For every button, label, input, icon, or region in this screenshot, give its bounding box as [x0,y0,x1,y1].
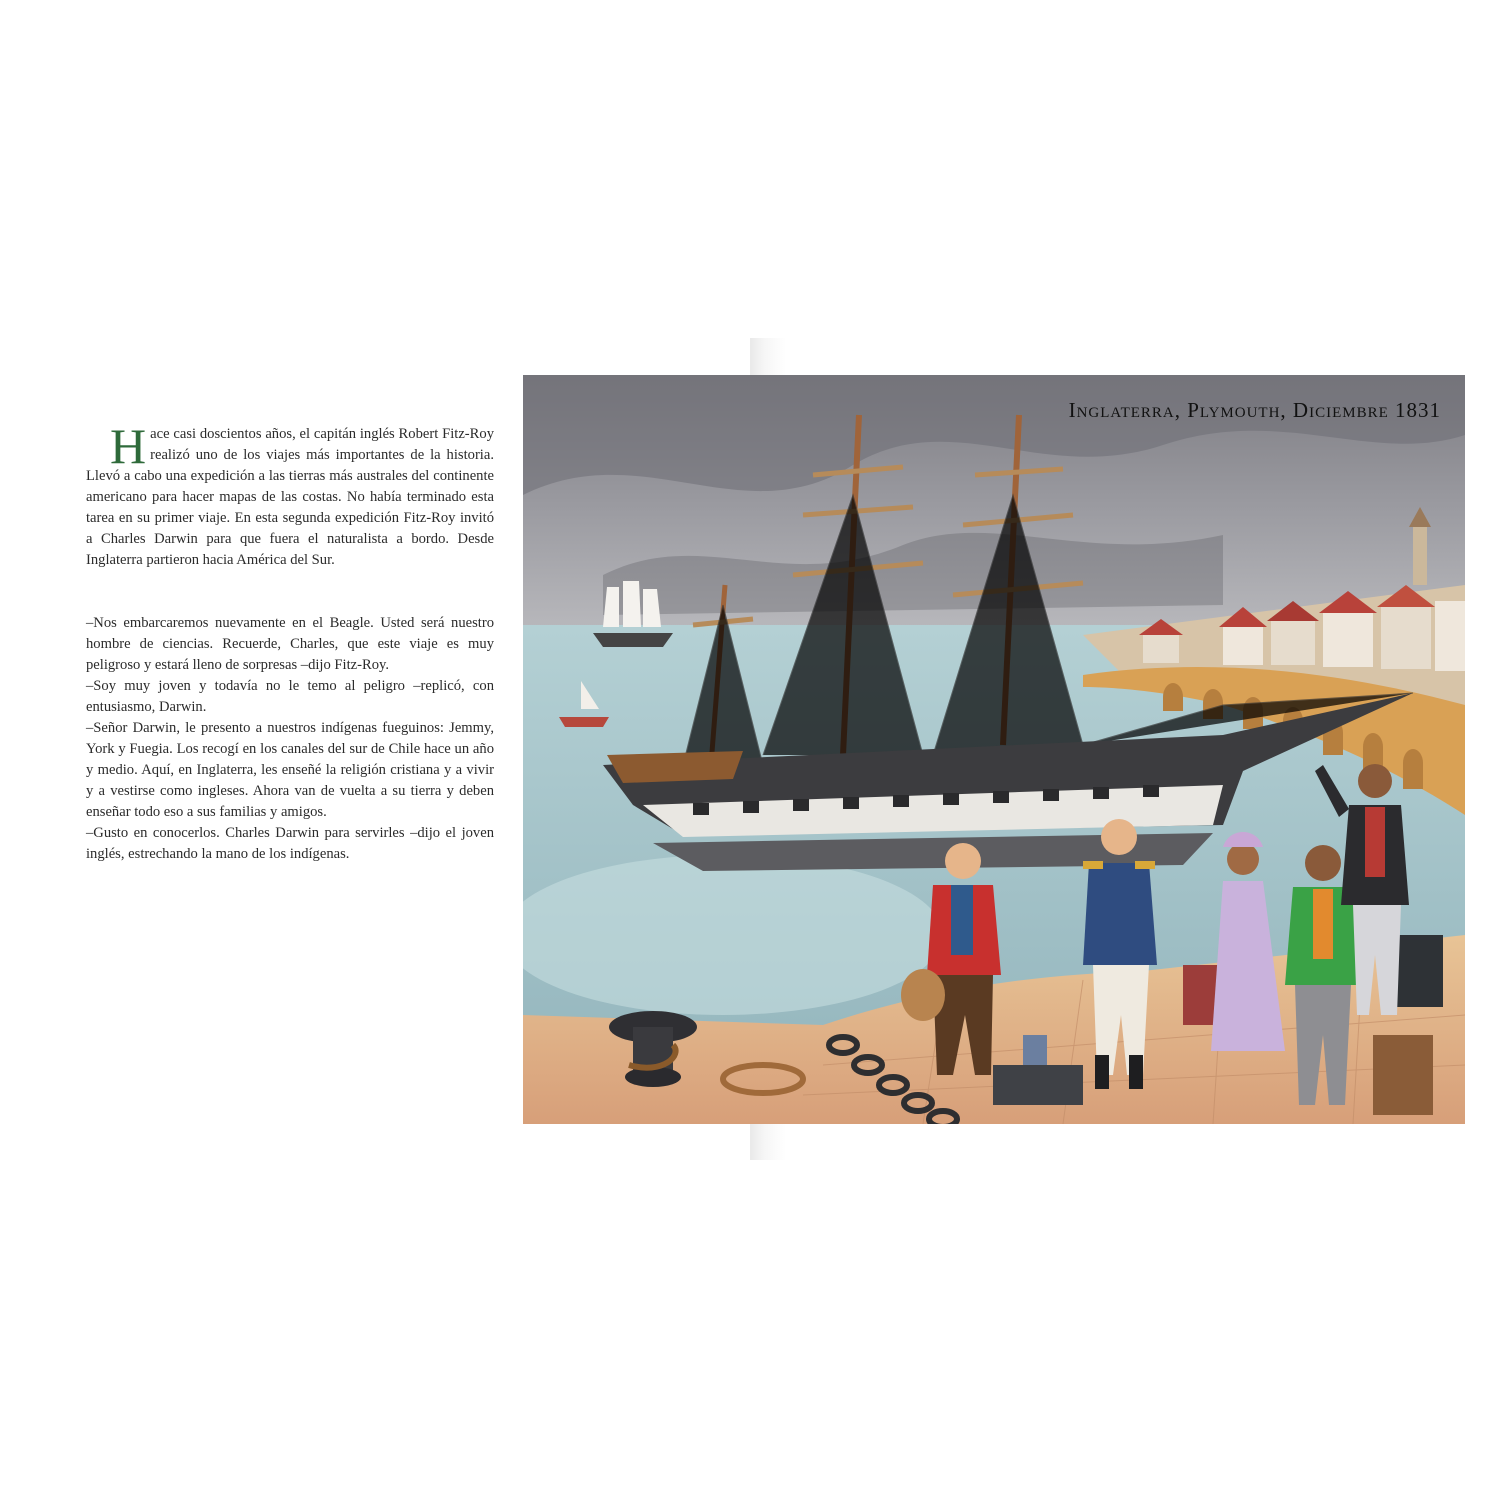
opening-paragraph-text: ace casi doscientos años, el capitán inglés Robert Fitz-Roy realizó uno de los viajes más importantes de la historia. Llevó a cabo una expedición a las tierras más australes del continente americano para hacer mapas de las costas. No había terminado esta tarea en su primer viaje. En esta segunda expedición Fitz-Roy invitó a Charles Darwin para que fuera el naturalista a bordo. Desde Inglaterra partieron hacia América del Sur. [86,426,494,568]
dialogue-line: –Gusto en conocerlos. Charles Darwin para servirles –dijo el joven inglés, estrechando la mano de los indígenas. [86,825,494,862]
drop-cap: H [110,418,147,474]
harbor-illustration [523,375,1465,1124]
text-page [86,418,494,865]
dialogue-line: –Nos embarcaremos nuevamente en el Beagle. Usted será nuestro hombre de ciencias. Recuerde, Charles, que este viaje es muy peligroso y estará lleno de sorpresas –dijo Fitz-Roy. [86,615,494,673]
opening-paragraph [86,418,494,571]
dialogue-line: –Soy muy joven y todavía no le temo al peligro –replicó, con entusiasmo, Darwin. [86,678,494,715]
dialogue-line: –Señor Darwin, le presento a nuestros indígenas fueguinos: Jemmy, York y Fuegia. Los recogí en los canales del sur de Chile hace un año y medio. Aquí, en Inglaterra, les enseñé la religión cristiana y a vivir y a vestirse como ingleses. Ahora van de vuelta a su tierra y deben enseñar todo eso a sus familias y amigos. [86,720,494,820]
illustration-caption: Inglaterra, Plymouth, Diciembre 1831 [1068,398,1441,422]
sea-reflection [523,855,943,1015]
harbor-scene [523,375,1465,1124]
